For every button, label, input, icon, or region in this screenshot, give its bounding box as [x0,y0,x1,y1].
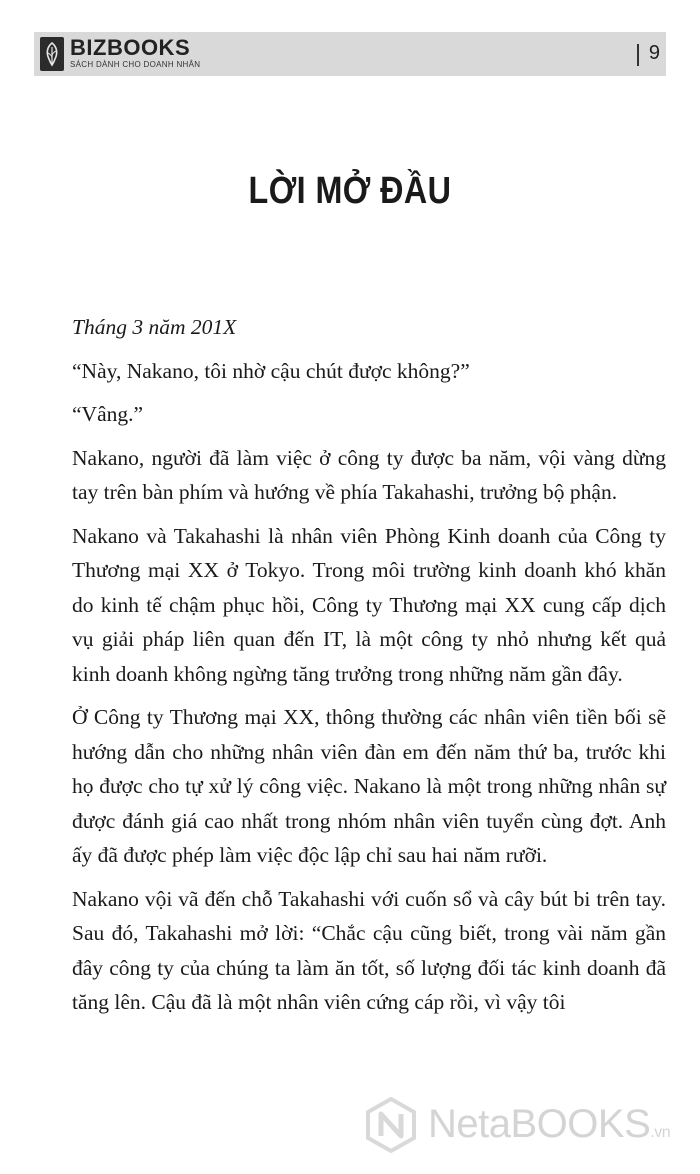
paragraph: “Vâng.” [72,402,144,426]
page-number-divider [637,44,639,66]
page-number: 9 [648,42,660,64]
paragraph-date: Tháng 3 năm 201X [72,315,237,339]
bizbooks-logo-icon [40,37,64,71]
paragraph: Nakano vội vã đến chỗ Takahashi với cuốn sổ và cây bút bi trên tay. Sau đó, Takahashi mở lời: “Chắc cậu cũng biết, trong vài năm gần đây công ty của chúng ta làm ăn tốt, số lượng đối tác kinh doanh đã tăng lên. Cậu đã là một nhân viên cứng cáp rồi, vì vậy tôi [72,886,666,1014]
paragraph: “Này, Nakano, tôi nhờ cậu chút được không?” [72,358,470,383]
paragraph: Nakano và Takahashi là nhân viên Phòng Kinh doanh của Công ty Thương mại XX ở Tokyo. Trong môi trường kinh doanh khó khăn do kinh tế chậm phục hồi, Công ty Thương mại XX cung cấp dịch vụ giải pháp liên quan đến IT, là một công ty nhỏ nhưng kết quả kinh doanh không ngừng tăng trưởng trong những năm gần đây. [72,523,666,686]
paragraph: Ở Công ty Thương mại XX, thông thường các nhân viên tiền bối sẽ hướng dẫn cho những nhân viên đàn em đến năm thứ ba, trước khi họ được cho tự xử lý công việc. Nakano là một trong những nhân sự được đánh giá cao nhất trong nhóm nhân viên tuyển cùng đợt. Anh ấy đã được phép làm việc độc lập chỉ sau hai năm rưỡi. [72,705,666,867]
chapter-title: LỜI MỞ ĐẦU [248,170,452,212]
watermark [362,1096,682,1152]
brand-name: BIZBOOKS [70,35,191,60]
watermark-text [428,1102,670,1147]
watermark-name: NetaBOOKS [428,1102,651,1146]
body-text [72,310,666,1029]
watermark-suffix: .vn [650,1124,671,1141]
netabooks-logo-icon [362,1096,420,1154]
brand-tagline: SÁCH DÀNH CHO DOANH NHÂN [70,60,201,69]
paragraph: Nakano, người đã làm việc ở công ty được ba năm, vội vàng dừng tay trên bàn phím và hướng về phía Takahashi, trưởng bộ phận. [72,445,666,504]
